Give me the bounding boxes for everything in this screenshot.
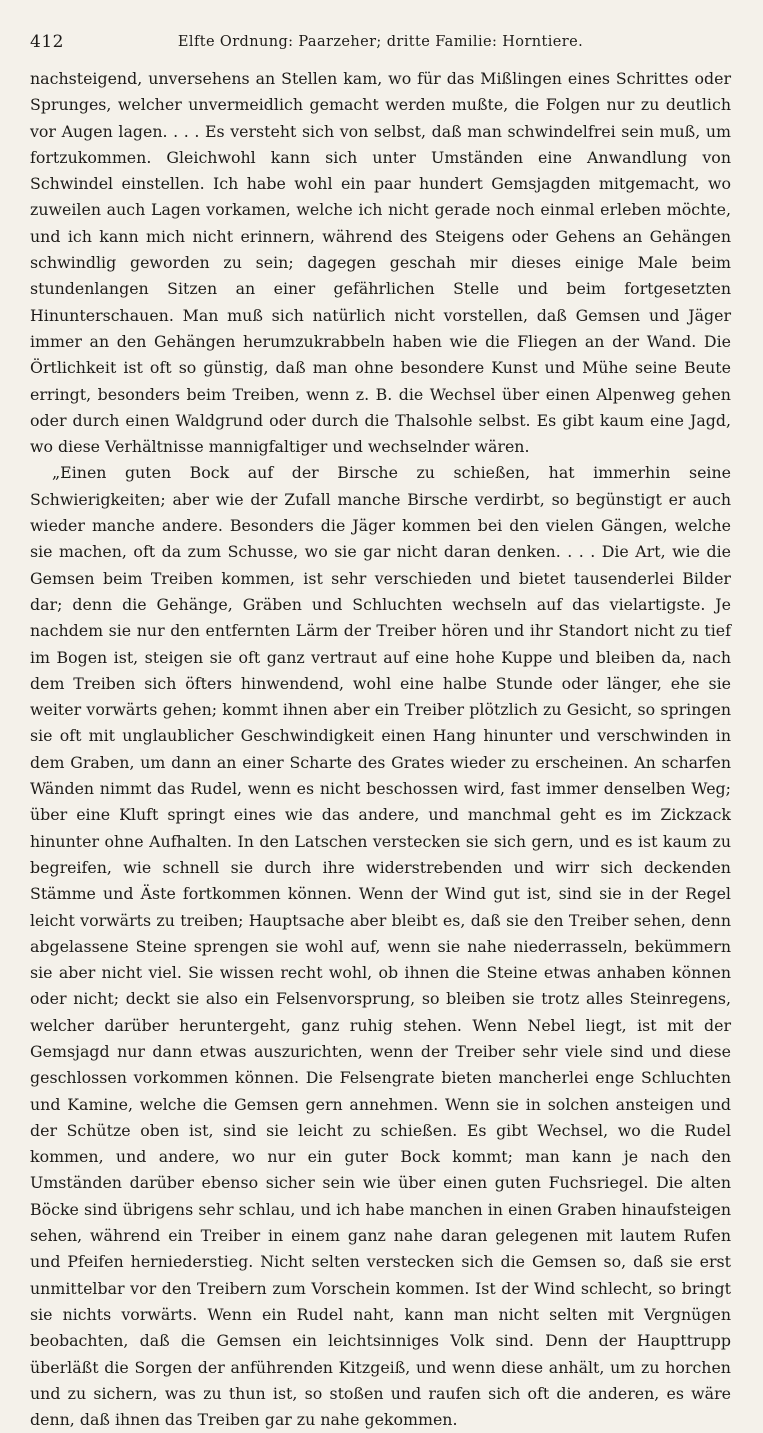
paragraph: nachsteigend, unversehens an Stellen kam, wo für das Mißlingen eines Schrittes oder Sprunges, welcher unvermeidlich gemacht werden mußte, die Folgen nur zu deutlich vor Augen lagen. . . . Es versteht sich von selbst, daß man schwindelfrei sein muß, um fortzukommen. Gleichwohl kann sich unter Umständen eine Anwandlung von Schwindel einstellen. Ich habe wohl ein paar hundert Gemsjagden mitgemacht, wo zuweilen auch Lagen vorkamen, welche ich nicht gerade noch einmal erleben möchte, und ich kann mich nicht erinnern, während des Steigens oder Gehens an Gehängen schwindlig geworden zu sein; dagegen geschah mir dieses einige Male beim stundenlangen Sitzen an einer gefährlichen Stelle und beim fortgesetzten Hinunterschauen. Man muß sich natürlich nicht vorstellen, daß Gemsen und Jäger immer an den Gehängen herumzukrabbeln haben wie die Fliegen an der Wand. Die Örtlichkeit ist oft so günstig, daß man ohne besondere Kunst und Mühe seine Beute erringt, besonders beim Treiben, wenn z. B. die Wechsel über einen Alpenweg gehen oder durch einen Waldgrund oder durch die Thalsohle selbst. Es gibt kaum eine Jagd, wo diese Verhältnisse mannigfaltiger und wechselnder wären. bbox=[30, 69, 731, 457]
body-text bbox=[30, 66, 731, 1433]
paragraph: „Einen guten Bock auf der Birsche zu schießen, hat immerhin seine Schwierigkeiten; aber wie der Zufall manche Birsche verdirbt, so begünstigt er auch wieder manche andere. Besonders die Jäger kommen bei den vielen Gängen, welche sie machen, oft da zum Schusse, wo sie gar nicht daran denken. . . . Die Art, wie die Gemsen beim Treiben kommen, ist sehr verschieden und bietet tausenderlei Bilder dar; denn die Gehänge, Gräben und Schluchten wechseln auf das vielartigste. Je nachdem sie nur den entfernten Lärm der Treiber hören und ihr Standort nicht zu tief im Bogen ist, steigen sie oft ganz vertraut auf eine hohe Kuppe und bleiben da, nach dem Treiben sich öfters hinwendend, wohl eine halbe Stunde oder länger, ehe sie weiter vorwärts gehen; kommt ihnen aber ein Treiber plötzlich zu Gesicht, so springen sie oft mit unglaublicher Geschwindigkeit einen Hang hinunter und verschwinden in dem Graben, um dann an einer Scharte des Grates wieder zu erscheinen. An scharfen Wänden nimmt das Rudel, wenn es nicht beschossen wird, fast immer denselben Weg; über eine Kluft springt eines wie das andere, und manchmal geht es im Zickzack hinunter ohne Aufhalten. In den Latschen verstecken sie sich gern, und es ist kaum zu begreifen, wie schnell sie durch ihre widerstrebenden und wirr sich deckenden Stämme und Äste fortkommen können. Wenn der Wind gut ist, sind sie in der Regel leicht vorwärts zu treiben; Hauptsache aber bleibt es, daß sie den Treiber sehen, denn abgelassene Steine sprengen sie wohl auf, wenn sie nahe niederrasseln, bekümmern sie aber nicht viel. Sie wissen recht wohl, ob ihnen die Steine etwas anhaben können oder nicht; deckt sie also ein Felsenvorsprung, so bleiben sie trotz alles Steinregens, welcher darüber heruntergeht, ganz ruhig stehen. Wenn Nebel liegt, ist mit der Gemsjagd nur dann etwas auszurichten, wenn der Treiber sehr viele sind und diese geschlossen vorkommen können. Die Felsengrate bieten mancherlei enge Schluchten und Kamine, welche die Gemsen gern annehmen. Wenn sie in solchen ansteigen und der Schütze oben ist, sind sie leicht zu schießen. Es gibt Wechsel, wo die Rudel kommen, und andere, wo nur ein guter Bock kommt; man kann je nach den Umständen darüber ebenso sicher sein wie über einen guten Fuchsriegel. Die alten Böcke sind übrigens sehr schlau, und ich habe manchen in einen Graben hinaufsteigen sehen, während ein Treiber in einem ganz nahe daran gelegenen mit lautem Rufen und Pfeifen herniederstieg. Nicht selten verstecken sich die Gemsen so, daß sie erst unmittelbar vor den Treibern zum Vorschein kommen. Ist der Wind schlecht, so bringt sie nichts vorwärts. Wenn ein Rudel naht, kann man nicht selten mit Vergnügen beobachten, daß die Gemsen ein leichtsinniges Volk sind. Denn der Haupttrupp überläßt die Sorgen der anführenden Kitzgeiß, und wenn diese anhält, um zu horchen und zu sichern, was zu thun ist, so stoßen und raufen sich oft die anderen, es wäre denn, daß ihnen das Treiben gar zu nahe gekommen. bbox=[30, 463, 731, 1430]
running-head: Elfte Ordnung: Paarzeher; dritte Familie: Horntiere. bbox=[177, 34, 584, 50]
page-number: 412 bbox=[30, 32, 64, 52]
page-header bbox=[30, 32, 731, 54]
